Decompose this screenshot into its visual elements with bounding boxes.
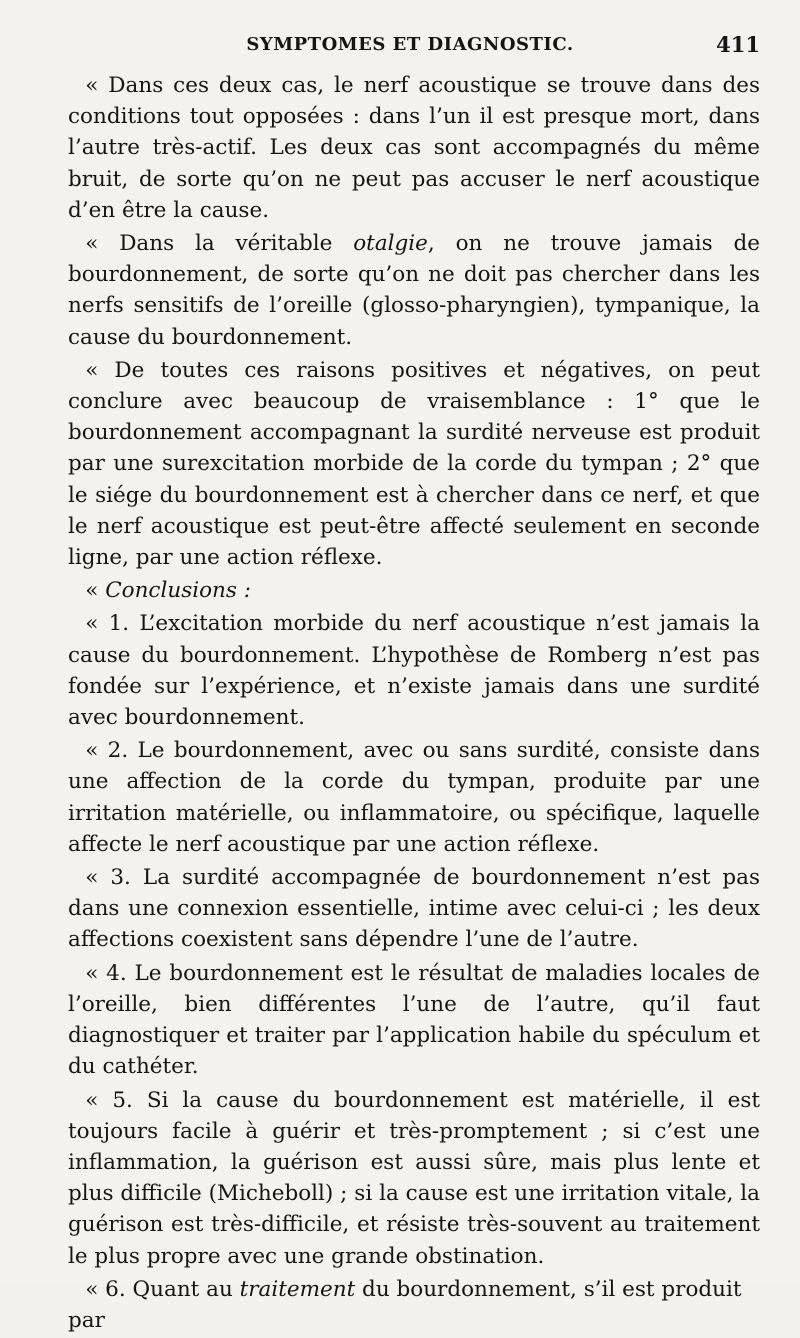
paragraph-3-text: « De toutes ces raisons positives et négatives, on peut conclure avec beaucoup de vraisemblance : 1° que le bourdonnement accompagnant la surdité nerveuse est produit par une surexcitation morbide de la corde du tympan ; 2° que le siége du bourdonnement est à chercher dans ce nerf, et que le nerf acoustique est peut-être affecté seulement en seconde ligne, par une action réflexe. xyxy=(68,357,760,571)
paragraph-2-before: « Dans la véritable xyxy=(85,231,354,257)
paragraph-6-text: « 2. Le bourdonnement, avec ou sans surdité, consiste dans une affection de la corde du tympan, produite par une irritation matérielle, ou inflammatoire, ou spécifique, laquelle affecte le nerf acoustique par une action réflexe. xyxy=(68,738,760,857)
paragraph-1 xyxy=(68,70,760,226)
paragraph-4 xyxy=(68,575,760,606)
body-text xyxy=(68,70,760,1338)
paragraph-10-before: « 6. Quant au xyxy=(85,1276,240,1302)
paragraph-5 xyxy=(68,608,760,733)
paragraph-2 xyxy=(68,228,760,353)
paragraph-2-italic: otalgie xyxy=(353,231,428,257)
paragraph-7-text: « 3. La surdité accompagnée de bourdonnement n’est pas dans une connexion essentielle, intime avec celui-ci ; les deux affections coexistent sans dépendre l’une de l’autre. xyxy=(68,865,760,953)
paragraph-10 xyxy=(68,1274,760,1336)
running-title: SYMPTOMES ET DIAGNOSTIC. xyxy=(246,34,574,55)
paragraph-4-before: « xyxy=(85,578,106,604)
paragraph-6 xyxy=(68,735,760,860)
paragraph-9-text: « 5. Si la cause du bourdonnement est matérielle, il est toujours facile à guérir et très-promptement ; si c’est une inflammation, la guérison est aussi sûre, mais plus lente et plus difficile (Micheboll) ; si la cause est une irritation vitale, la guérison est très-difficile, et résiste très-souvent au traitement le plus propre avec une grande obstination. xyxy=(68,1087,760,1269)
paragraph-10-after: du bourdonnement, s’il est produit par xyxy=(68,1276,742,1333)
conclusions-heading: Conclusions : xyxy=(105,578,252,604)
paragraph-8-text: « 4. Le bourdonnement est le résultat de maladies locales de l’oreille, bien différentes l’une de l’autre, qu’il faut diagnostiquer et traiter par l’application habile du spéculum et du cathéter. xyxy=(68,960,760,1080)
paragraph-5-text: « 1. L’excitation morbide du nerf acoustique n’est jamais la cause du bourdonnement. L’hypothèse de Romberg n’est pas fondée sur l’expérience, et n’existe jamais dans une surdité avec bourdonnement. xyxy=(68,611,760,731)
paragraph-7 xyxy=(68,862,760,956)
paragraph-2-after: , on ne trouve jamais de bourdonnement, de sorte qu’on ne doit pas chercher dans les nerfs sensitifs de l’oreille (glosso-pharyngien), tympanique, la cause du bourdonnement. xyxy=(68,231,761,350)
page-header xyxy=(60,32,760,58)
paragraph-9 xyxy=(68,1085,760,1272)
paragraph-8 xyxy=(68,958,760,1083)
paragraph-3 xyxy=(68,355,760,573)
paragraph-10-italic: traitement xyxy=(239,1276,356,1302)
paragraph-1-text: « Dans ces deux cas, le nerf acoustique se trouve dans des conditions tout opposées : dans l’un il est presque mort, dans l’autre très-actif. Les deux cas sont accompagnés du même bruit, de sorte qu’on ne peut pas accuser le nerf acoustique d’en être la cause. xyxy=(68,73,760,223)
page-number: 411 xyxy=(716,32,760,57)
